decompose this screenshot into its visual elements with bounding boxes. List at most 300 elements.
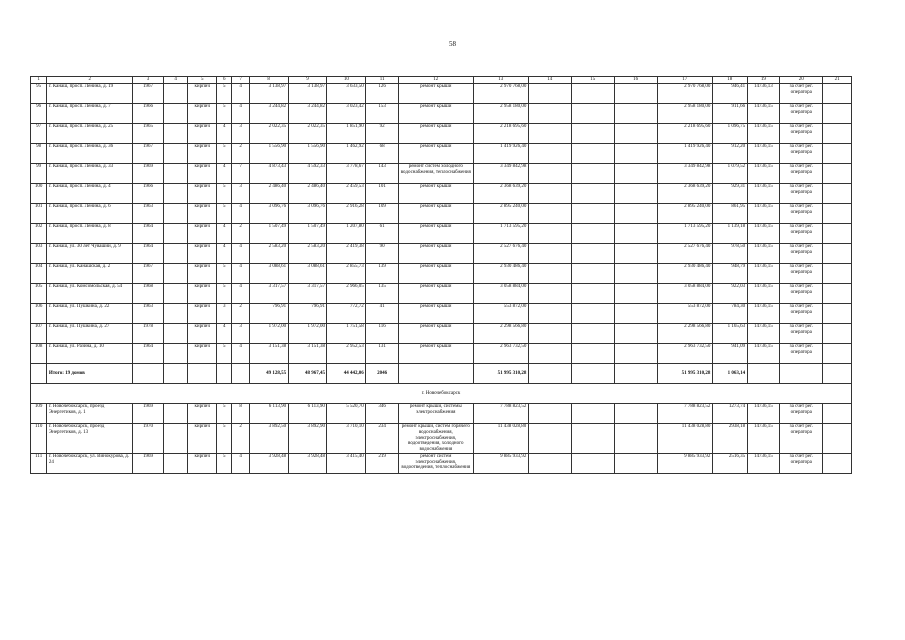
table-cell	[823, 244, 852, 264]
table-cell: 4	[232, 204, 249, 224]
table-cell	[528, 224, 571, 244]
table-cell: 3 023,42	[327, 104, 366, 124]
table-cell: ремонт крыши	[398, 184, 473, 204]
table-cell	[528, 184, 571, 204]
table-row	[31, 204, 852, 224]
table-cell	[571, 404, 614, 424]
table-cell: 1969	[133, 453, 164, 473]
table-cell	[163, 164, 188, 184]
table-cell: 5	[217, 284, 232, 304]
table-cell: 110	[31, 424, 47, 454]
table-cell	[571, 164, 614, 184]
column-header: 2	[47, 77, 133, 84]
table-cell: 946,41	[712, 84, 747, 104]
table-cell: 2 963 732,50	[657, 344, 712, 364]
repair-register-table	[30, 76, 852, 474]
table-cell: за счет рег. оператора	[780, 264, 823, 284]
table-cell	[528, 324, 571, 344]
table-cell: 784,30	[712, 304, 747, 324]
table-cell: 3 349 842,98	[473, 164, 528, 184]
column-header: 14	[528, 77, 571, 84]
table-cell: ремонт крыши	[398, 204, 473, 224]
table-cell	[528, 244, 571, 264]
table-cell	[571, 244, 614, 264]
table-cell	[163, 144, 188, 164]
table-cell: за счет рег. оператора	[780, 424, 823, 454]
table-cell	[823, 124, 852, 144]
table-cell: 48 967,45	[288, 364, 327, 384]
table-cell: 3 151,38	[288, 344, 327, 364]
table-cell: 978,50	[712, 244, 747, 264]
table-cell: 14736,15	[747, 304, 780, 324]
table-cell: 219	[366, 453, 399, 473]
table-cell: ремонт крыши	[398, 284, 473, 304]
table-cell	[528, 124, 571, 144]
table-cell: за счет рег. оператора	[780, 184, 823, 204]
table-cell: 3	[232, 184, 249, 204]
table-cell	[571, 84, 614, 104]
table-cell: 3 892,50	[249, 424, 288, 454]
table-cell: 5	[217, 344, 232, 364]
table-cell: 1964	[133, 224, 164, 244]
table-cell	[163, 264, 188, 284]
table-cell: кирпич	[188, 304, 217, 324]
table-cell: кирпич	[188, 324, 217, 344]
table-row	[31, 364, 852, 384]
table-cell	[823, 184, 852, 204]
table-cell: 2 966,05	[327, 284, 366, 304]
table-cell: 109	[366, 204, 399, 224]
column-header: 5	[188, 77, 217, 84]
table-cell: 6 113,90	[288, 404, 327, 424]
table-cell	[614, 344, 657, 364]
table-cell	[780, 364, 823, 384]
table-cell: 51 995 310,28	[657, 364, 712, 384]
column-header: 18	[712, 77, 747, 84]
table-cell	[571, 304, 614, 324]
table-row	[31, 344, 852, 364]
table-cell	[232, 364, 249, 384]
table-cell: 2 583,20	[249, 244, 288, 264]
table-cell: ремонт крыши	[398, 264, 473, 284]
section-heading-row	[31, 384, 852, 404]
table-cell: 14736,15	[747, 224, 780, 244]
table-cell: ремонт крыши	[398, 244, 473, 264]
table-cell	[188, 364, 217, 384]
table-cell: кирпич	[188, 144, 217, 164]
table-cell: кирпич	[188, 453, 217, 473]
table-cell: 3 058 884,00	[657, 284, 712, 304]
table-cell: 1969	[133, 404, 164, 424]
table-cell: 4	[217, 224, 232, 244]
table-cell: 796,91	[288, 304, 327, 324]
table-cell	[614, 284, 657, 304]
table-cell: 2 459,53	[327, 184, 366, 204]
table-cell: г. Канаш, ул. Пушкина, д. 22	[47, 304, 133, 324]
table-cell: ремонт крыши	[398, 84, 473, 104]
table-cell	[163, 184, 188, 204]
table-cell: 14736,15	[747, 244, 780, 264]
table-cell: ремонт крыши	[398, 324, 473, 344]
table-cell: 5	[217, 84, 232, 104]
table-cell: 61	[366, 224, 399, 244]
table-cell: 1964	[133, 244, 164, 264]
column-header: 11	[366, 77, 399, 84]
table-cell: 922,03	[712, 284, 747, 304]
table-cell: 3 317,57	[249, 284, 288, 304]
table-cell: 4	[232, 453, 249, 473]
table-cell: за счет рег. оператора	[780, 164, 823, 184]
table-cell: 11 438 028,80	[473, 424, 528, 454]
table-cell: 4	[232, 104, 249, 124]
table-row	[31, 84, 852, 104]
table-cell: 111	[31, 453, 47, 473]
column-header: 6	[217, 77, 232, 84]
table-cell: 2	[232, 144, 249, 164]
table-cell: 49 128,55	[249, 364, 288, 384]
table-cell	[823, 304, 852, 324]
table-cell	[614, 304, 657, 324]
table-cell: кирпич	[188, 344, 217, 364]
table-cell: 14736,15	[747, 144, 780, 164]
table-cell: 2 022,35	[249, 124, 288, 144]
table-cell	[528, 164, 571, 184]
table-cell: 3 892,90	[288, 424, 327, 454]
column-header: 9	[288, 77, 327, 84]
table-cell: 3 415,40	[327, 453, 366, 473]
table-cell: ремонт крыши	[398, 224, 473, 244]
table-cell: за счет рег. оператора	[780, 244, 823, 264]
table-row	[31, 164, 852, 184]
column-header: 12	[398, 77, 473, 84]
table-cell	[571, 364, 614, 384]
table-cell: 3 928,48	[249, 453, 288, 473]
table-cell: 14736,15	[747, 344, 780, 364]
table-cell: 2 930 486,40	[657, 264, 712, 284]
table-cell: 11 438 028,80	[657, 424, 712, 454]
table-cell	[823, 453, 852, 473]
table-cell: кирпич	[188, 164, 217, 184]
table-cell: за счет рег. оператора	[780, 204, 823, 224]
table-cell: г. Канаш, ул. Комсомольская, д. 54	[47, 284, 133, 304]
table-cell: 102	[31, 224, 47, 244]
table-cell	[614, 324, 657, 344]
section-heading: г. Новочебоксарск	[31, 384, 852, 404]
table-cell	[31, 364, 47, 384]
table-cell: 1 713 595,20	[657, 224, 712, 244]
table-cell: 98	[31, 144, 47, 164]
table-cell: 2046	[366, 364, 399, 384]
table-cell: 99	[31, 164, 47, 184]
table-cell	[571, 424, 614, 454]
table-cell: 14736,15	[747, 104, 780, 124]
table-cell: 5	[217, 104, 232, 124]
table-cell: 1969	[133, 164, 164, 184]
table-cell: г. Канаш, ул. Пушкина, д. 27	[47, 324, 133, 344]
table-cell	[571, 453, 614, 473]
column-header: 13	[473, 77, 528, 84]
table-cell: 1968	[133, 284, 164, 304]
table-cell: 143	[366, 164, 399, 184]
column-header: 3	[133, 77, 164, 84]
table-cell: 2 895 240,00	[473, 204, 528, 224]
table-cell	[571, 344, 614, 364]
table-cell: 9 885 933,92	[473, 453, 528, 473]
table-cell: 2 486,40	[288, 184, 327, 204]
table-cell: 135	[366, 284, 399, 304]
table-cell: 4	[217, 164, 232, 184]
table-cell: 1965	[133, 124, 164, 144]
table-cell: г. Канаш, ул. Канашская, д. 2	[47, 264, 133, 284]
table-row	[31, 284, 852, 304]
table-cell	[528, 453, 571, 473]
table-row	[31, 304, 852, 324]
table-cell: за счет рег. оператора	[780, 124, 823, 144]
table-cell	[823, 404, 852, 424]
table-cell: за счет рег. оператора	[780, 404, 823, 424]
table-cell: 8	[232, 404, 249, 424]
table-cell: 2 527 676,40	[657, 244, 712, 264]
table-cell: г. Канаш, ул. Разина, д. 10	[47, 344, 133, 364]
table-cell: 3 928,48	[288, 453, 327, 473]
table-cell: 1967	[133, 84, 164, 104]
table-cell: 1 419 926,40	[473, 144, 528, 164]
table-cell: кирпич	[188, 404, 217, 424]
table-cell: 234	[366, 424, 399, 454]
table-cell: 2 218 695,60	[657, 124, 712, 144]
table-cell: 1978	[133, 324, 164, 344]
table-cell	[823, 204, 852, 224]
table-row	[31, 424, 852, 454]
table-cell: 1 462,92	[327, 144, 366, 164]
column-header: 21	[823, 77, 852, 84]
table-cell: 2 855,73	[327, 264, 366, 284]
table-cell: 14736,15	[747, 184, 780, 204]
table-cell: ремонт крыши	[398, 144, 473, 164]
table-cell: 1 096,75	[712, 124, 747, 144]
table-cell: 97	[31, 124, 47, 144]
table-cell: 1 507,49	[249, 224, 288, 244]
table-row	[31, 244, 852, 264]
table-cell: 2 583,20	[288, 244, 327, 264]
table-cell	[163, 324, 188, 344]
table-cell: 1 972,00	[249, 324, 288, 344]
table-cell: 3	[232, 324, 249, 344]
table-cell	[571, 224, 614, 244]
table-cell: 7	[232, 164, 249, 184]
table-cell: 1 079,52	[712, 164, 747, 184]
table-cell: 3 349 842,98	[657, 164, 712, 184]
table-cell: 772,72	[327, 304, 366, 324]
table-cell: за счет рег. оператора	[780, 144, 823, 164]
table-cell: 126	[366, 84, 399, 104]
table-cell: 7 788 823,52	[473, 404, 528, 424]
table-cell: 2 022,35	[288, 124, 327, 144]
table-cell: 2 930 486,40	[473, 264, 528, 284]
table-cell: 3	[232, 124, 249, 144]
table-cell: 5	[217, 204, 232, 224]
table-cell	[163, 204, 188, 224]
table-cell: 116	[366, 324, 399, 344]
table-cell: 100	[31, 184, 47, 204]
table-cell: 5	[217, 404, 232, 424]
table-cell: 346	[366, 404, 399, 424]
table-cell: 2	[232, 424, 249, 454]
table-cell: 7 788 823,52	[657, 404, 712, 424]
table-cell: за счет рег. оператора	[780, 84, 823, 104]
table-cell: кирпич	[188, 184, 217, 204]
table-cell	[823, 324, 852, 344]
table-cell: 1967	[133, 144, 164, 164]
column-header: 7	[232, 77, 249, 84]
column-header: 19	[747, 77, 780, 84]
table-cell: 14736,15	[747, 164, 780, 184]
column-header: 16	[614, 77, 657, 84]
table-cell: 96	[31, 104, 47, 124]
table-cell: 68	[366, 144, 399, 164]
table-cell: кирпич	[188, 224, 217, 244]
table-cell	[614, 453, 657, 473]
table-cell: 14736,15	[747, 204, 780, 224]
table-cell: 1 419 926,40	[657, 144, 712, 164]
table-cell: 2938,18	[712, 424, 747, 454]
table-cell: 9 885 933,92	[657, 453, 712, 473]
table-cell: 2516,35	[712, 453, 747, 473]
table-cell	[614, 424, 657, 454]
table-cell: 2 958 180,00	[473, 104, 528, 124]
table-cell: 14736,15	[747, 124, 780, 144]
table-cell: 5	[217, 144, 232, 164]
table-cell: 1273,74	[712, 404, 747, 424]
table-cell	[614, 104, 657, 124]
table-cell: 5	[217, 184, 232, 204]
table-cell: 2 419,38	[327, 244, 366, 264]
table-cell: 3 244,82	[288, 104, 327, 124]
table-cell	[571, 284, 614, 304]
table-cell	[528, 84, 571, 104]
table-cell: ремонт крыши, системы электроснабжения	[398, 404, 473, 424]
table-cell: 103	[31, 244, 47, 264]
table-cell: 4	[217, 324, 232, 344]
table-row	[31, 184, 852, 204]
table-cell: 1 507,49	[288, 224, 327, 244]
table-cell: г. Канаш, просп. Ленина, д. 25	[47, 124, 133, 144]
table-cell: 4 873,43	[249, 164, 288, 184]
table-cell: г. Канаш, просп. Ленина, д. 8	[47, 224, 133, 244]
table-cell: 3 138,97	[288, 84, 327, 104]
table-cell	[163, 244, 188, 264]
table-cell: 3 710,10	[327, 424, 366, 454]
table-cell: за счет рег. оператора	[780, 224, 823, 244]
table-cell: 3 096,76	[288, 204, 327, 224]
table-cell	[571, 104, 614, 124]
table-cell	[571, 264, 614, 284]
table-cell	[133, 364, 164, 384]
table-cell: 1964	[133, 344, 164, 364]
table-cell: 107	[31, 324, 47, 344]
table-cell: 3 138,97	[249, 84, 288, 104]
table-cell	[823, 344, 852, 364]
table-cell: 2 298 566,80	[657, 324, 712, 344]
table-cell: 2 368 639,20	[473, 184, 528, 204]
table-cell: ремонт крыши	[398, 304, 473, 324]
table-cell: 912,20	[712, 144, 747, 164]
table-cell: ремонт систем холодного водоснабжения, теплоснабжения	[398, 164, 473, 184]
table-cell: 2 486,40	[249, 184, 288, 204]
table-cell: 153	[366, 104, 399, 124]
table-cell	[614, 144, 657, 164]
table-cell	[823, 164, 852, 184]
table-cell: 1 851,90	[327, 124, 366, 144]
table-cell	[163, 404, 188, 424]
table-cell: 2 970 768,00	[657, 84, 712, 104]
table-cell	[163, 124, 188, 144]
table-cell	[614, 264, 657, 284]
table-cell	[163, 453, 188, 473]
table-cell	[528, 364, 571, 384]
table-cell	[823, 144, 852, 164]
table-cell: г. Канаш, просп. Ленина, д. 36	[47, 144, 133, 164]
table-cell: 553 872,00	[657, 304, 712, 324]
table-cell: 108	[31, 344, 47, 364]
table-cell: г. Канаш, ул. 30 лет Чувашии, д. 9	[47, 244, 133, 264]
table-cell	[823, 84, 852, 104]
table-cell: 1963	[133, 304, 164, 324]
table-cell	[163, 284, 188, 304]
table-cell: 911,66	[712, 104, 747, 124]
column-header: 1	[31, 77, 47, 84]
table-cell: 948,79	[712, 264, 747, 284]
table-cell: 14736,15	[747, 453, 780, 473]
table-cell: за счет рег. оператора	[780, 284, 823, 304]
table-cell	[217, 364, 232, 384]
table-cell: 14736,15	[747, 284, 780, 304]
table-cell	[571, 324, 614, 344]
table-cell: 2	[232, 224, 249, 244]
table-cell: 2 970 768,00	[473, 84, 528, 104]
table-cell: 95	[31, 84, 47, 104]
table-cell: г. Канаш, просп. Ленина, д. 19	[47, 84, 133, 104]
table-cell	[528, 264, 571, 284]
table-cell	[823, 424, 852, 454]
table-cell: ремонт крыши	[398, 104, 473, 124]
table-cell	[163, 224, 188, 244]
table-cell: 92	[366, 124, 399, 144]
table-cell	[528, 404, 571, 424]
table-row	[31, 324, 852, 344]
table-cell	[163, 364, 188, 384]
table-cell	[823, 284, 852, 304]
table-cell: кирпич	[188, 244, 217, 264]
table-cell: 2 916,28	[327, 204, 366, 224]
table-cell	[614, 124, 657, 144]
table-cell: 2 368 639,20	[657, 184, 712, 204]
table-cell: 14736,15	[747, 424, 780, 454]
table-cell: 1966	[133, 184, 164, 204]
table-row	[31, 224, 852, 244]
table-cell: кирпич	[188, 84, 217, 104]
table-cell	[823, 264, 852, 284]
table-cell	[163, 424, 188, 454]
table-cell: 941,09	[712, 344, 747, 364]
table-cell	[528, 304, 571, 324]
table-row	[31, 124, 852, 144]
table-cell: 1963	[133, 204, 164, 224]
table-cell: 14736,15	[747, 324, 780, 344]
table-cell: 3 244,82	[249, 104, 288, 124]
table-cell: 3 778,67	[327, 164, 366, 184]
table-cell: 1 063,14	[712, 364, 747, 384]
